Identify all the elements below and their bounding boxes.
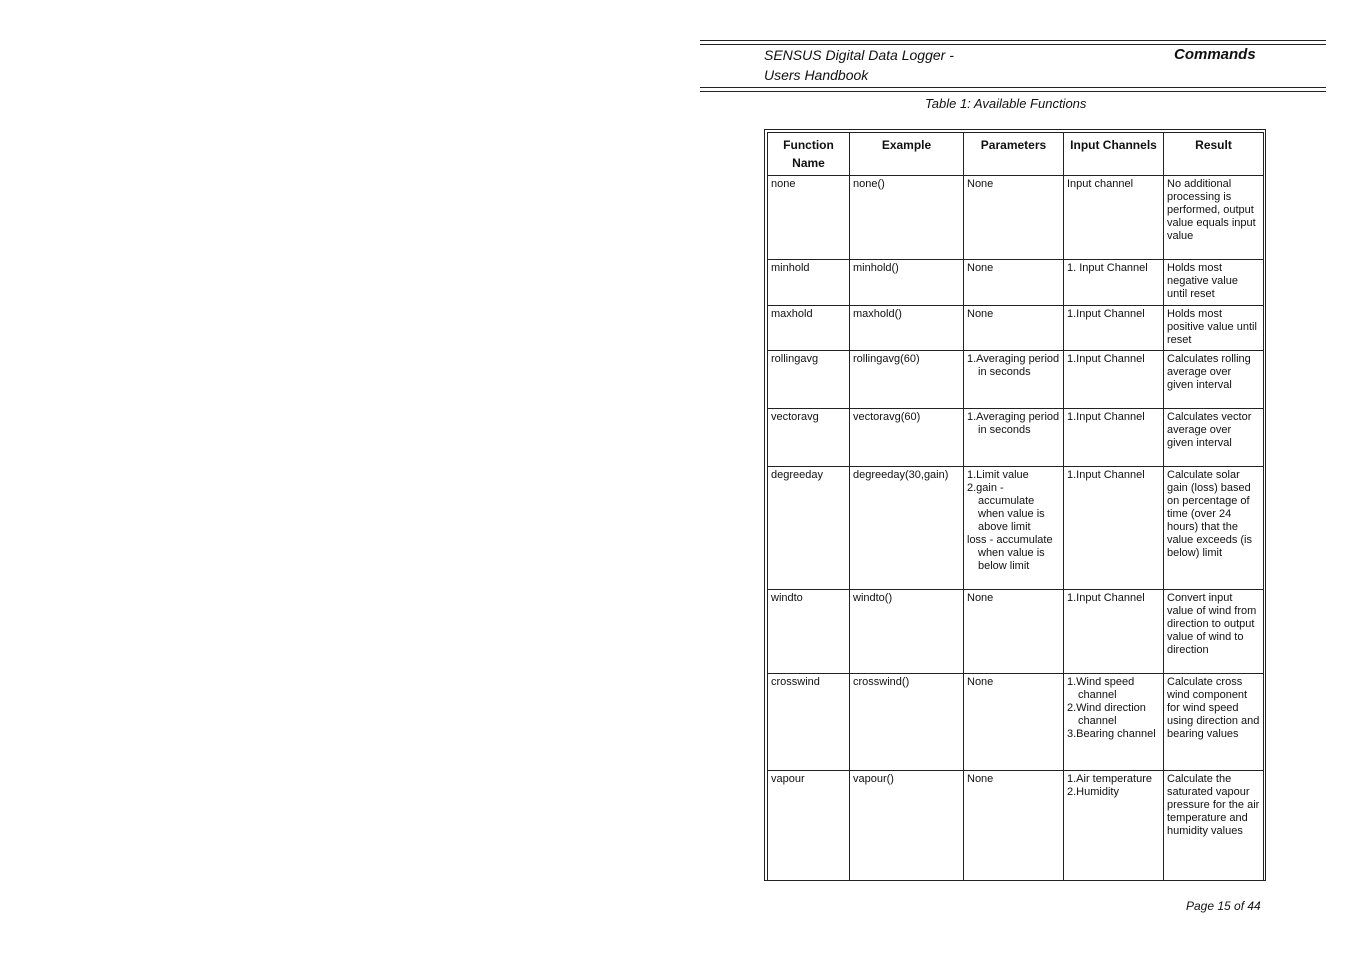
result-text: Convert input value of wind from direction to output value of wind to direction <box>1167 592 1257 656</box>
example-cell: none() <box>850 176 964 260</box>
input-channels-cell <box>1064 771 1164 881</box>
input-channels-cell <box>1064 467 1164 590</box>
parameters-cell <box>964 306 1064 351</box>
parameters-cell <box>964 409 1064 467</box>
table-row <box>768 771 1264 881</box>
input-channels-cell <box>1064 351 1164 409</box>
input-channel-item: 1.Input Channel <box>1067 353 1145 365</box>
result-text: Calculates vector average over given interval <box>1167 411 1252 449</box>
function-name-cell: vapour <box>768 771 850 881</box>
table-row <box>768 467 1264 590</box>
result-text: Calculate solar gain (loss) based on percentage of time (over 24 hours) that the value exceeds (is below) limit <box>1167 469 1252 559</box>
result-text: Holds most positive value until reset <box>1167 308 1257 346</box>
input-channel-item: 1.Input Channel <box>1067 411 1145 423</box>
table-caption: Table 1: Available Functions <box>925 96 1087 111</box>
page-number: Page 15 of 44 <box>1186 899 1261 913</box>
example-cell: maxhold() <box>850 306 964 351</box>
parameter-item: None <box>967 262 994 274</box>
column-header: Result <box>1164 133 1264 176</box>
input-channels-cell <box>1064 590 1164 674</box>
table-row <box>768 674 1264 771</box>
input-channel-item: 3.Bearing channel <box>1067 728 1156 740</box>
function-name-cell: maxhold <box>768 306 850 351</box>
example-cell: windto() <box>850 590 964 674</box>
result-cell <box>1164 590 1264 674</box>
parameter-item: 2.gain - accumulate when value is above limit <box>967 482 1045 533</box>
input-channel-item: Input channel <box>1067 178 1134 190</box>
parameters-cell <box>964 467 1064 590</box>
example-cell: rollingavg(60) <box>850 351 964 409</box>
parameter-item: 1.Averaging period in seconds <box>967 411 1060 436</box>
result-cell <box>1164 467 1264 590</box>
function-name-cell: degreeday <box>768 467 850 590</box>
table-header-row <box>768 133 1264 176</box>
example-cell: vectoravg(60) <box>850 409 964 467</box>
function-name-cell: windto <box>768 590 850 674</box>
example-cell: crosswind() <box>850 674 964 771</box>
result-text: No additional processing is performed, output value equals input value <box>1167 178 1256 242</box>
table-body <box>768 176 1264 881</box>
parameter-item: None <box>967 676 994 688</box>
table-row <box>768 409 1264 467</box>
parameter-item: 1.Averaging period in seconds <box>967 353 1060 378</box>
header-rule-bottom-thin <box>700 91 1326 92</box>
parameter-item: loss - accumulate when value is below limit <box>967 534 1053 572</box>
example-cell: degreeday(30,gain) <box>850 467 964 590</box>
parameter-item: 1.Limit value <box>967 469 1029 481</box>
input-channel-item: 1.Input Channel <box>1067 469 1145 481</box>
header-rule-top <box>700 40 1326 41</box>
table-row <box>768 176 1264 260</box>
table-row <box>768 260 1264 306</box>
parameter-item: None <box>967 773 994 785</box>
input-channels-cell <box>1064 306 1164 351</box>
document-title <box>764 45 954 85</box>
input-channel-item: 1.Input Channel <box>1067 592 1145 604</box>
functions-table <box>767 132 1264 881</box>
input-channels-cell <box>1064 260 1164 306</box>
parameters-cell <box>964 771 1064 881</box>
function-name-cell: vectoravg <box>768 409 850 467</box>
input-channels-cell <box>1064 674 1164 771</box>
function-name-cell: rollingavg <box>768 351 850 409</box>
parameters-cell <box>964 351 1064 409</box>
column-header: Example <box>850 133 964 176</box>
function-name-cell: none <box>768 176 850 260</box>
input-channels-cell <box>1064 176 1164 260</box>
column-header: Function Name <box>768 133 850 176</box>
result-text: Calculate the saturated vapour pressure for the air temperature and humidity values <box>1167 773 1260 837</box>
input-channel-item: 1.Input Channel <box>1067 308 1145 320</box>
function-name-cell: crosswind <box>768 674 850 771</box>
result-cell <box>1164 674 1264 771</box>
functions-table-frame <box>764 129 1266 881</box>
section-title: Commands <box>1174 46 1256 63</box>
result-text: Calculates rolling average over given interval <box>1167 353 1251 391</box>
example-cell: vapour() <box>850 771 964 881</box>
result-cell <box>1164 260 1264 306</box>
input-channel-item: 1.Air temperature <box>1067 773 1152 785</box>
result-cell <box>1164 306 1264 351</box>
parameter-item: None <box>967 178 994 190</box>
table-row <box>768 590 1264 674</box>
parameter-item: None <box>967 592 994 604</box>
function-name-cell: minhold <box>768 260 850 306</box>
table-row <box>768 351 1264 409</box>
parameters-cell <box>964 674 1064 771</box>
parameters-cell <box>964 176 1064 260</box>
input-channels-cell <box>1064 409 1164 467</box>
document-title-line1: SENSUS Digital Data Logger - <box>764 47 954 63</box>
input-channel-item: 2.Wind direction channel <box>1067 702 1146 727</box>
result-cell <box>1164 176 1264 260</box>
document-title-line2: Users Handbook <box>764 67 869 83</box>
parameters-cell <box>964 260 1064 306</box>
parameter-item: None <box>967 308 994 320</box>
table-row <box>768 306 1264 351</box>
parameters-cell <box>964 590 1064 674</box>
result-cell <box>1164 409 1264 467</box>
result-cell <box>1164 351 1264 409</box>
column-header: Parameters <box>964 133 1064 176</box>
result-text: Calculate cross wind component for wind speed using direction and bearing values <box>1167 676 1260 740</box>
result-cell <box>1164 771 1264 881</box>
input-channel-item: 1.Wind speed channel <box>1067 676 1135 701</box>
example-cell: minhold() <box>850 260 964 306</box>
input-channel-item: 2.Humidity <box>1067 786 1119 798</box>
column-header: Input Channels <box>1064 133 1164 176</box>
result-text: Holds most negative value until reset <box>1167 262 1238 300</box>
header-rule-bottom <box>700 87 1326 88</box>
input-channel-item: 1. Input Channel <box>1067 262 1148 274</box>
